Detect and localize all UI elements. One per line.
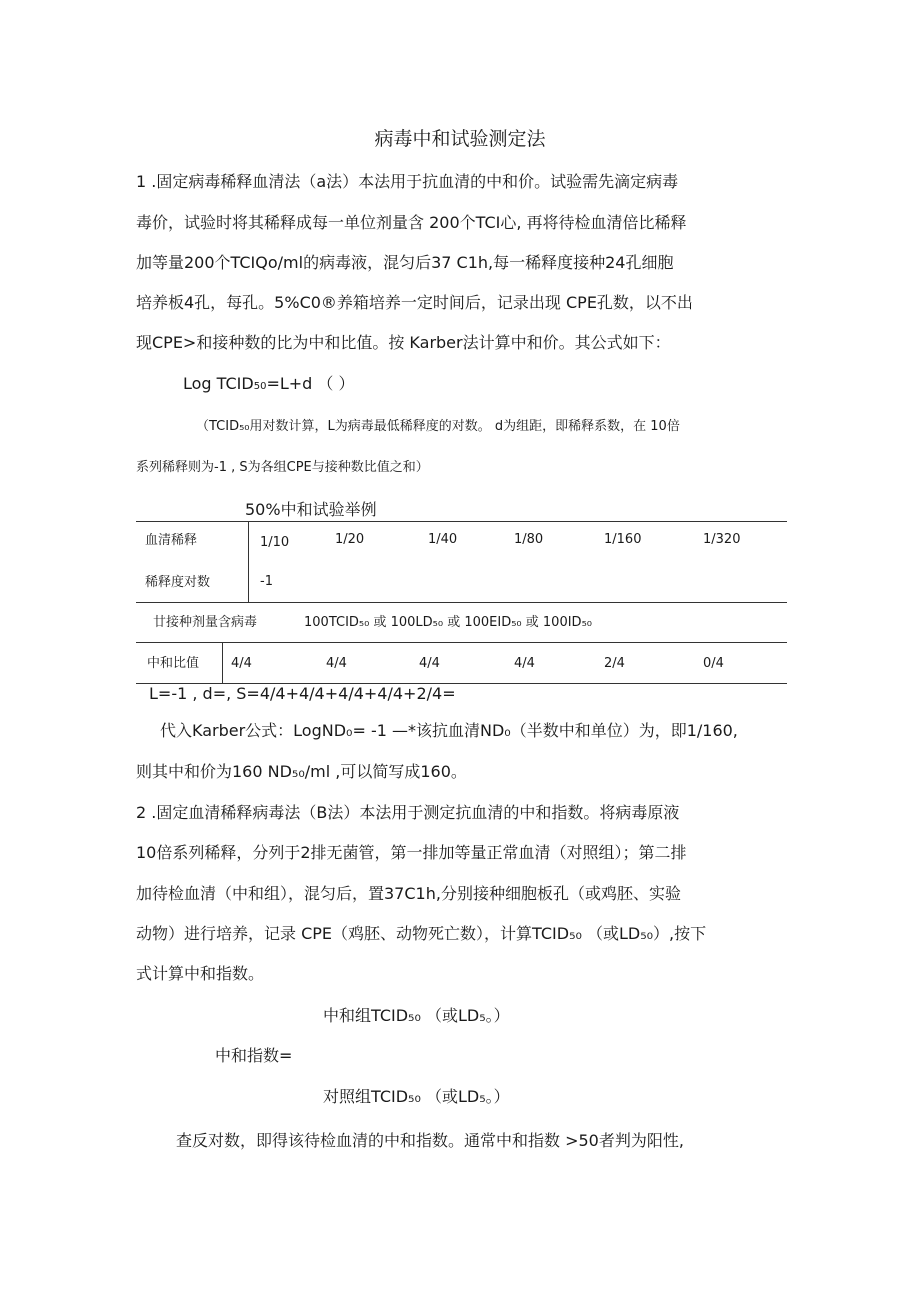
dilution-cell: 1/80 — [514, 532, 544, 547]
virus-dose-text: 100TCID₅₀ 或 100LD₅₀ 或 100EID₅₀ 或 100ID₅₀ — [304, 615, 592, 630]
index-numerator: 中和组TCID₅₀ （或LD₅。） — [323, 1006, 510, 1025]
note-line-1: （TCID₅₀用对数计算，L为病毒最低稀释度的对数。 d为组距，即稀释系数，在 10倍 — [196, 419, 680, 434]
sec1-line-4: 培养板4孔，每孔。5%C0®养箱培养一定时间后，记录出现 CPE孔数，以不出 — [136, 293, 693, 312]
sec2-line-4: 动物）进行培养，记录 CPE（鸡胚、动物死亡数），计算TCID₅₀ （或LD₅₀）,按下 — [136, 924, 707, 943]
table-rule-2 — [136, 602, 787, 603]
row-label-dilution-log: 稀释度对数 — [145, 575, 211, 590]
sec1-line-3: 加等量200个TCIQo/ml的病毒液，混匀后37 C1h,每一稀释度接种24孔细胞 — [136, 253, 674, 272]
calc-line-2: 代入Karber公式：LogND₀= -1 —*该抗血清ND₀（半数中和单位）为，即1/160, — [160, 721, 738, 740]
ratio-cell: 2/4 — [604, 656, 625, 671]
table-caption: 50%中和试验举例 — [245, 500, 377, 519]
index-label: 中和指数= — [215, 1046, 293, 1065]
row-label-neutralization-ratio: 中和比值 — [147, 656, 200, 671]
table-rule-3 — [136, 642, 787, 643]
sec2-line-5: 式计算中和指数。 — [136, 964, 265, 983]
calc-line-3: 则其中和价为160 ND₅₀/ml ,可以简写成160。 — [136, 762, 467, 781]
log-value: -1 — [260, 574, 273, 589]
calc-line-1: L=-1 , d=, S=4/4+4/4+4/4+4/4+2/4= — [149, 684, 456, 703]
ratio-cell: 4/4 — [419, 656, 440, 671]
row-label-serum-dilution: 血清稀释 — [145, 533, 198, 548]
table-divider-lower — [222, 642, 223, 683]
ratio-cell: 0/4 — [703, 656, 724, 671]
note-line-2: 系列稀释则为-1 , S为各组CPE与接种数比值之和） — [136, 460, 429, 475]
sec1-line-1: 1 .固定病毒稀释血清法（a法）本法用于抗血清的中和价。试验需先滴定病毒 — [136, 172, 679, 191]
row-label-virus-dose: 廿接种剂量含病毒 — [153, 615, 258, 630]
table-divider-upper — [248, 521, 249, 602]
sec2-line-1: 2 .固定血清稀释病毒法（B法）本法用于测定抗血清的中和指数。将病毒原液 — [136, 803, 680, 822]
ratio-cell: 4/4 — [326, 656, 347, 671]
page-title: 病毒中和试验测定法 — [374, 128, 546, 150]
sec1-line-5: 现CPE>和接种数的比为中和比值。按 Karber法计算中和价。其公式如下： — [136, 333, 671, 352]
dilution-cell: 1/10 — [260, 535, 290, 550]
sec1-line-2: 毒价，试验时将其稀释成每一单位剂量含 200个TCI心, 再将待检血清倍比稀释 — [136, 213, 687, 232]
ratio-cell: 4/4 — [231, 656, 252, 671]
sec2-line-3: 加待检血清（中和组），混匀后，置37C1h,分别接种细胞板孔（或鸡胚、实验 — [136, 884, 681, 903]
dilution-cell: 1/20 — [335, 532, 365, 547]
formula-log-tcid: Log TCID50=L+d （ ） — [183, 374, 355, 393]
dilution-cell: 1/320 — [703, 532, 741, 547]
sec2-line-2: 10倍系列稀释，分列于2排无菌管，第一排加等量正常血清（对照组）；第二排 — [136, 843, 687, 862]
dilution-cell: 1/40 — [428, 532, 458, 547]
ratio-cell: 4/4 — [514, 656, 535, 671]
dilution-cell: 1/160 — [604, 532, 642, 547]
index-denominator: 对照组TCID₅₀ （或LD₅。） — [323, 1087, 510, 1106]
final-line: 查反对数，即得该待检血清的中和指数。通常中和指数 >50者判为阳性, — [176, 1131, 684, 1150]
table-rule-top — [136, 521, 787, 522]
